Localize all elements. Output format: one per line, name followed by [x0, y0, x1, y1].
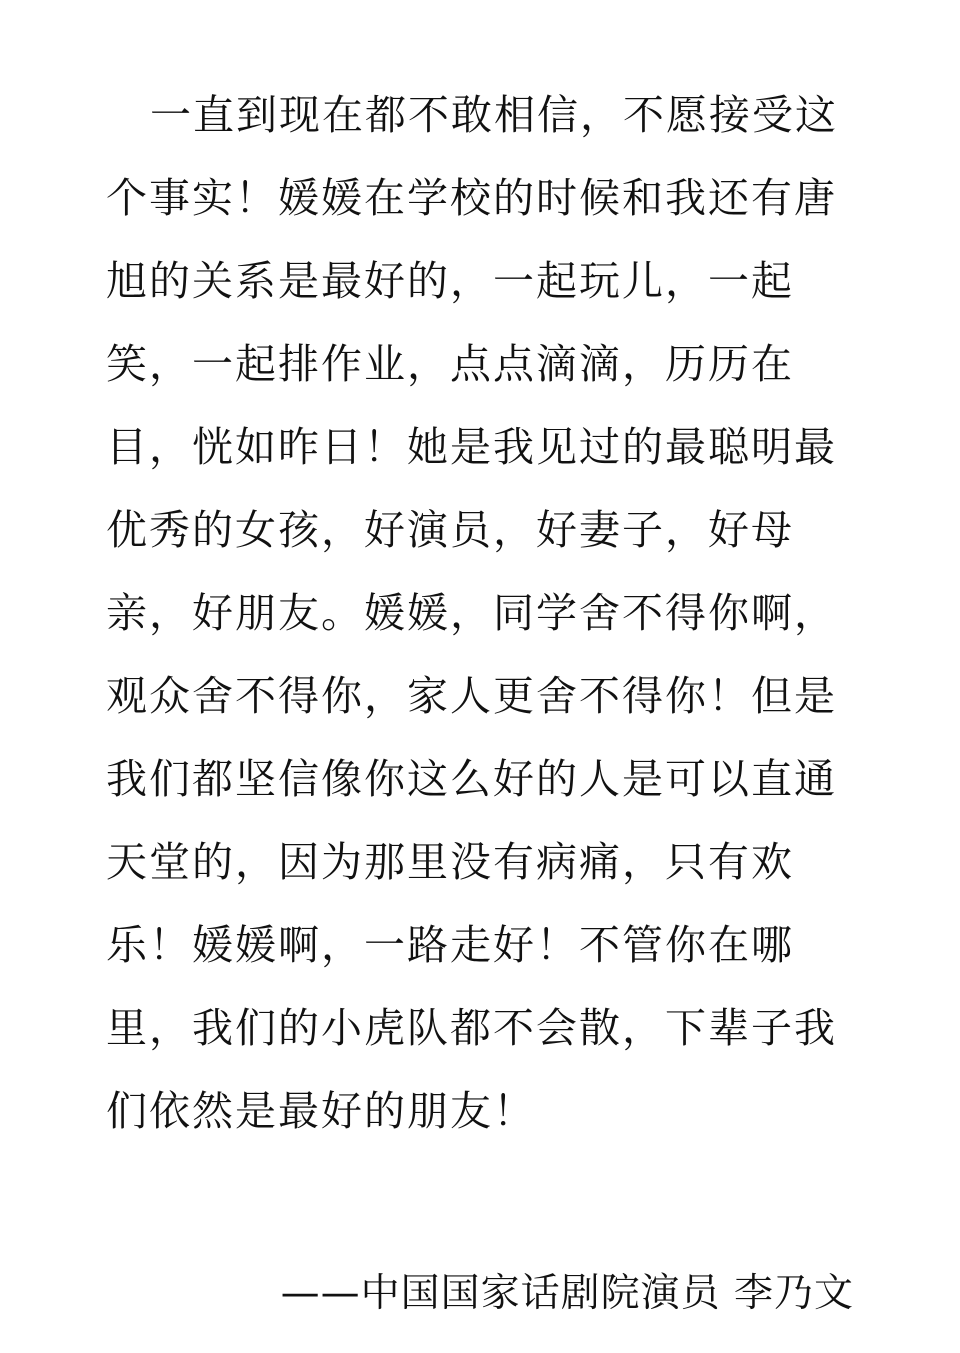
letter-line: 乐！媛媛啊，一路走好！不管你在哪	[106, 921, 794, 969]
letter-line: 我们都坚信像你这么好的人是可以直通	[106, 755, 837, 803]
letter-line: 观众舍不得你，家人更舍不得你！但是	[106, 672, 837, 720]
letter-line: 一直到现在都不敢相信，不愿接受这	[150, 91, 838, 139]
letter-line: 个事实！媛媛在学校的时候和我还有唐	[106, 174, 837, 222]
letter-line: 旭的关系是最好的，一起玩儿，一起	[106, 257, 794, 305]
letter-line: 里，我们的小虎队都不会散，下辈子我	[106, 1004, 837, 1052]
letter-line: 目，恍如昨日！她是我见过的最聪明最	[106, 423, 837, 471]
letter-line: 们依然是最好的朋友！	[106, 1087, 536, 1135]
letter-line: 天堂的，因为那里没有病痛，只有欢	[106, 838, 794, 886]
signature: ——中国国家话剧院演员 李乃文	[280, 1271, 854, 1316]
letter-line: 优秀的女孩，好演员，好妻子，好母	[106, 506, 794, 554]
letter-body	[106, 86, 858, 1165]
letter-line: 亲，好朋友。媛媛，同学舍不得你啊，	[106, 589, 837, 637]
letter-line: 笑，一起排作业，点点滴滴，历历在	[106, 340, 794, 388]
